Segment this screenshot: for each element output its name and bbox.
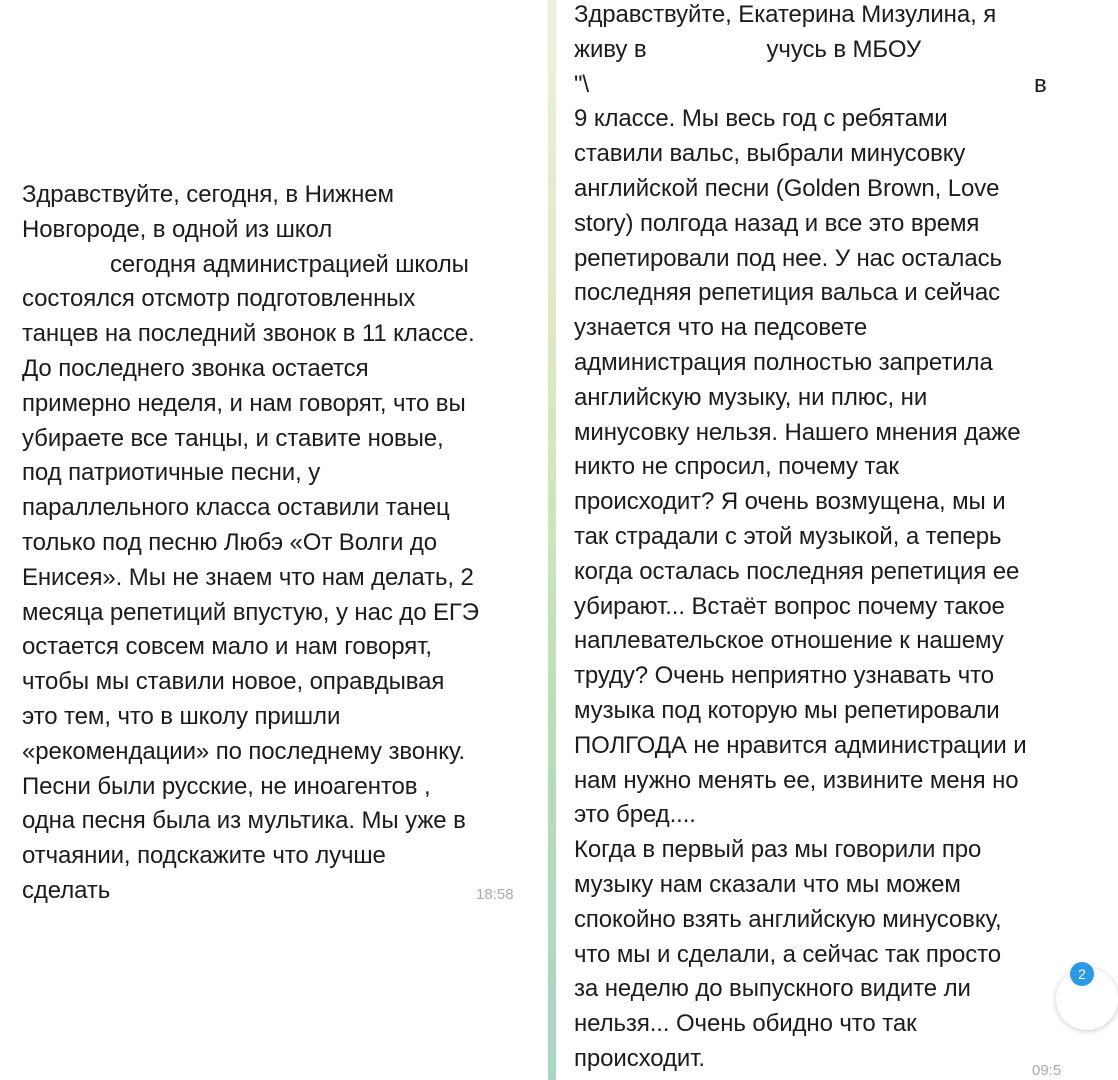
message-line: 9 классе. Мы весь год с ребятами xyxy=(574,105,948,133)
right-message-bubble xyxy=(574,0,1084,1077)
message-line: Здравствуйте, Екатерина Мизулина, я xyxy=(574,1,997,28)
message-line xyxy=(574,33,1084,68)
message-line: последняя репетиция вальса и сейчас xyxy=(574,279,1001,307)
message-line: Новгороде, в одной из школ xyxy=(22,215,333,243)
message-line: танцев на последний звонок в 11 классе. xyxy=(22,320,475,348)
message-line: репетировали под нее. У нас осталась xyxy=(574,244,1002,272)
message-line: когда осталась последняя репетиция ее xyxy=(574,557,1020,585)
message-line: спокойно взять английскую минусовку, xyxy=(574,905,1002,933)
message-line: параллельного класса оставили танец xyxy=(22,494,450,522)
message-line: примерно неделя, и нам говорят, что вы xyxy=(22,389,466,417)
message-line: одна песня была из мультика. Мы уже в xyxy=(22,807,466,835)
message-line: Когда в первый раз мы говорили про xyxy=(574,836,982,864)
message-line: состоялся отсмотр подготовленных xyxy=(22,285,416,313)
left-message-bubble xyxy=(22,178,522,909)
message-line: происходит. xyxy=(574,1044,705,1072)
message-line: До последнего звонка остается xyxy=(22,354,369,382)
message-line: убирают... Встаёт вопрос почему такое xyxy=(574,592,1005,620)
message-line: story) полгода назад и все это время xyxy=(574,209,980,237)
message-line: «рекомендации» по последнему звонку. xyxy=(22,737,465,765)
message-line-text: "\ xyxy=(574,70,589,98)
message-line: труду? Очень неприятно узнавать что xyxy=(574,662,994,690)
message-line-text: учусь в МБОУ xyxy=(766,35,921,63)
message-line xyxy=(574,68,1084,103)
message-line: минусовку нельзя. Нашего мнения даже xyxy=(574,418,1021,446)
message-line: так страдали с этой музыкой, а теперь xyxy=(574,522,1002,550)
message-line: остается совсем мало и нам говорят, xyxy=(22,633,432,661)
left-chat-panel xyxy=(0,0,548,1080)
message-line: это бред.... xyxy=(574,801,696,829)
message-line: только под песню Любэ «От Волги до xyxy=(22,528,438,556)
unread-count-badge: 2 xyxy=(1070,962,1094,986)
message-line: за неделю до выпускного видите ли xyxy=(574,975,971,1003)
message-line: администрация полностью запретила xyxy=(574,348,993,376)
message-timestamp: 09:5 xyxy=(1032,1062,1062,1079)
message-line: музыка под которую мы репетировали xyxy=(574,696,1000,724)
message-line-text: живу в xyxy=(574,35,647,63)
message-line: Здравствуйте, сегодня, в Нижнем xyxy=(22,181,394,208)
message-line: нам нужно менять ее, извините меня но xyxy=(574,766,1019,794)
message-line: убираете все танцы, и ставите новые, xyxy=(22,424,444,452)
message-line xyxy=(22,248,522,283)
message-line: ПОЛГОДА не нравится администрации и xyxy=(574,731,1027,759)
right-chat-panel xyxy=(556,0,1086,1080)
message-line: под патриотичные песни, у xyxy=(22,459,321,487)
message-line: ставили вальс, выбрали минусовку xyxy=(574,140,966,168)
message-line: наплевательское отношение к нашему xyxy=(574,627,1004,655)
message-line: это тем, что в школу пришли xyxy=(22,702,341,730)
message-line: отчаянии, подскажите что лучше xyxy=(22,842,386,870)
message-line: музыку нам сказали что мы можем xyxy=(574,870,961,898)
message-line: узнается что на педсовете xyxy=(574,314,868,342)
message-line: Песни были русские, не иноагентов , xyxy=(22,772,431,800)
message-line: Енисея». Мы не знаем что нам делать, 2 xyxy=(22,563,474,591)
message-line: чтобы мы ставили новое, оправдывая xyxy=(22,668,445,696)
message-line: никто не спросил, почему так xyxy=(574,453,899,481)
message-line: месяца репетиций впустую, у нас до ЕГЭ xyxy=(22,598,479,626)
message-timestamp: 18:58 xyxy=(476,886,514,903)
message-line: что мы и сделали, а сейчас так просто xyxy=(574,940,1001,968)
message-line-text: в xyxy=(1034,70,1047,98)
message-line: английскую музыку, ни плюс, ни xyxy=(574,383,928,411)
message-line-text: сегодня администрацией школы xyxy=(110,250,469,278)
message-line: происходит? Я очень возмущена, мы и xyxy=(574,488,1006,516)
message-line: английской песни (Golden Brown, Love xyxy=(574,174,1000,202)
message-line: сделать xyxy=(22,876,111,904)
panel-divider xyxy=(548,0,556,1080)
message-line: нельзя... Очень обидно что так xyxy=(574,1010,917,1038)
